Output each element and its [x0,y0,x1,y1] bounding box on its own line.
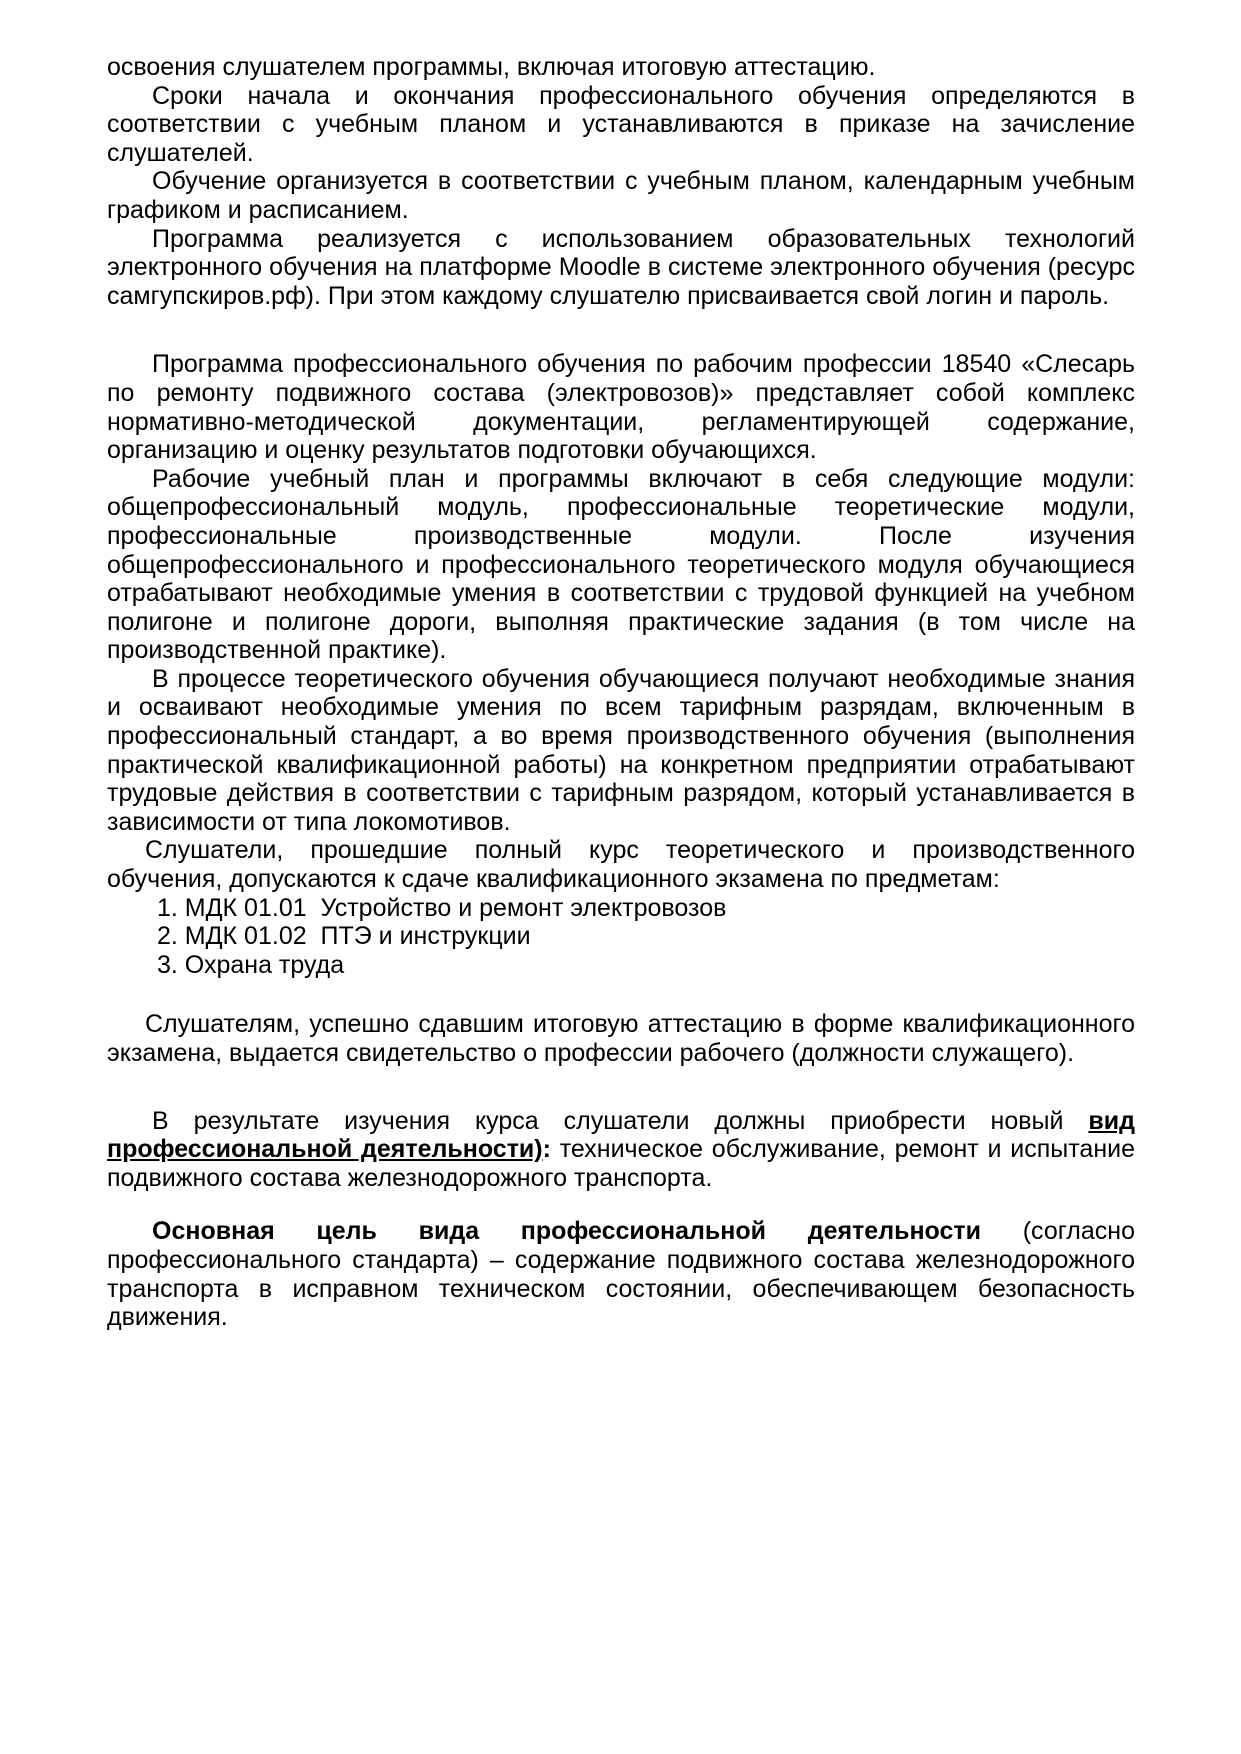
paragraph-training-organization: Обучение организуется в соответствии с учебным планом, календарным учебным графиком и расписанием. [107,167,1135,224]
paragraph-continuation: освоения слушателем программы, включая итоговую аттестацию. [107,53,876,81]
blank-line [107,1068,1135,1107]
activity-bold-underline: вид профессиональной деятельности) [107,1106,1135,1164]
list-item-mdk-0102: 2. МДК 01.02 ПТЭ и инструкции [157,922,531,951]
paragraph-certificate: Слушателям, успешно сдавшим итоговую аттестацию в форме квалификационного экзамена, выдается свидетельство о профессии рабочего (должности служащего). [107,1010,1135,1067]
document-content [107,53,1135,1332]
paragraph-new-activity [107,1107,1135,1193]
exam-subjects-list [107,894,1135,980]
paragraph-training-terms: Сроки начала и окончания профессионального обучения определяются в соответствии с учебным планом и устанавливаются в приказе на зачисление слушателей. [107,81,1135,167]
paragraph-modules: Рабочие учебный план и программы включают в себя следующие модули: общепрофессиональный модуль, профессиональные теоретические модули, профессиональные производственные модули. После изучения общепрофессионального и профессионального теоретического модуля обучающиеся отрабатывают необходимые умения в соответствии с трудовой функцией на учебном полигоне и полигоне дороги, выполняя практические задания (в том числе на производственной практике). [107,464,1135,665]
activity-text-end: техническое обслуживание, ремонт и испытание подвижного состава железнодорожного транспорта. [107,1135,1136,1192]
activity-bold-colon: : [542,1135,551,1164]
main-goal-text: (согласно профессионального стандарта) – содержание подвижного состава железнодорожного транспорта в исправном техническом состоянии, обеспечивающем безопасность движения. [107,1217,1135,1332]
blank-line [107,310,1135,350]
paragraph-theory-process: В процессе теоретического обучения обучающиеся получают необходимые знания и осваивают необходимые умения по всем тарифным разрядам, включенным в профессиональный стандарт, а во время производственного обучения (выполнения практической квалификационной работы) на конкретном предприятии отрабатывают трудовые действия в соответствии с тарифным разрядом, который устанавливается в зависимости от типа локомотивов. [107,664,1135,836]
list-item-labor-safety: 3. Охрана труда [157,950,345,979]
paragraph-moodle-platform: Программа реализуется с использованием образовательных технологий электронного обучения на платформе Moodle в системе электронного обучения (ресурс самгупскиров.рф). При этом каждому слушателю присваивается свой логин и пароль. [107,224,1135,310]
blank-line [107,979,1135,1010]
main-goal-bold: Основная цель вида профессиональной деятельности [152,1217,982,1246]
paragraph-main-goal [107,1217,1135,1331]
activity-text-start: В результате изучения курса слушатели должны приобрести новый [152,1106,1089,1135]
list-item-mdk-0101: 1. МДК 01.01 Устройство и ремонт электровозов [157,893,727,922]
blank-line [107,1192,1135,1217]
paragraph-exam-admission: Слушатели, прошедшие полный курс теоретического и производственного обучения, допускаются к сдаче квалификационного экзамена по предметам: [107,836,1135,894]
paragraph-program-complex: Программа профессионального обучения по рабочим профессии 18540 «Слесарь по ремонту подвижного состава (электровозов)» представляет собой комплекс нормативно-методической документации, регламентирующей содержание, организацию и оценку результатов подготовки обучающихся. [107,350,1135,465]
